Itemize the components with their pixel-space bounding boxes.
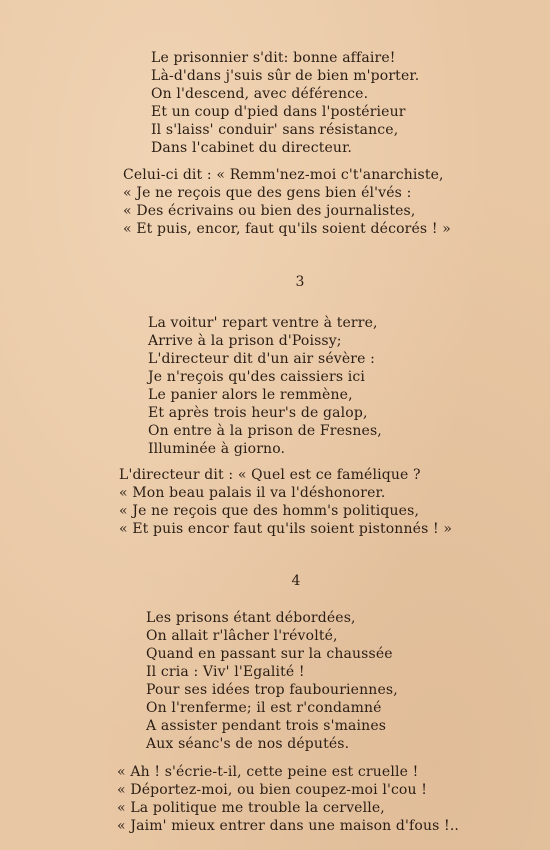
verse-line: Et un coup d'pied dans l'postérieur <box>151 104 406 120</box>
stanza-1 <box>151 49 419 157</box>
verse-line: « Mon beau palais il va l'déshonorer. <box>119 485 386 501</box>
verse-line: Là-d'dans j'suis sûr de bien m'porter. <box>151 68 420 84</box>
verse-line: Il s'laiss' conduir' sans résistance, <box>151 122 399 138</box>
verse-line: L'directeur dit : « Quel est ce famélique ? <box>119 467 421 483</box>
refrain-1 <box>123 166 451 238</box>
verse-line: Arrive à la prison d'Poissy; <box>148 333 342 349</box>
verse-line: « Je ne reçois que des gens bien él'vés : <box>123 185 412 201</box>
verse-line: « Ah ! s'écrie-t-il, cette peine est cruelle ! <box>117 764 419 780</box>
verse-line: On allait r'lâcher l'révolté, <box>146 628 338 644</box>
verse-line: Le prisonnier s'dit: bonne affaire! <box>151 50 396 66</box>
stanza-4 <box>146 609 398 753</box>
verse-line: L'directeur dit d'un air sévère : <box>148 351 376 367</box>
verse-line: Pour ses idées trop faubouriennes, <box>146 682 398 698</box>
verse-line: Je n'reçois qu'des caissiers ici <box>148 369 366 385</box>
verse-line: « Et puis, encor, faut qu'ils soient décorés ! » <box>123 221 451 237</box>
verse-line: « Déportez-moi, ou bien coupez-moi l'cou ! <box>117 782 428 798</box>
verse-line: « Des écrivains ou bien des journalistes, <box>123 203 416 219</box>
verse-line: Les prisons étant débordées, <box>146 610 356 626</box>
verse-line: « La politique me trouble la cervelle, <box>117 800 385 816</box>
stanza-number-4: 4 <box>291 573 301 589</box>
refrain-4 <box>117 763 459 835</box>
verse-line: « Je ne reçois que des homm's politiques, <box>119 503 420 519</box>
stanza-number-3: 3 <box>295 274 305 290</box>
stanza-3 <box>148 314 382 458</box>
verse-line: Celui-ci dit : « Remm'nez-moi c't'anarchiste, <box>123 167 444 183</box>
verse-line: Le panier alors le remmène, <box>148 387 353 403</box>
verse-line: On entre à la prison de Fresnes, <box>148 423 382 439</box>
verse-line: « Jaim' mieux entrer dans une maison d'fous !.. <box>117 818 460 834</box>
verse-line: On l'renferme; il est r'condamné <box>146 700 382 716</box>
verse-line: On l'descend, avec déférence. <box>151 86 369 102</box>
verse-line: Quand en passant sur la chaussée <box>146 646 393 662</box>
verse-line: A assister pendant trois s'maines <box>146 718 387 734</box>
verse-line: Illuminée à giorno. <box>148 441 286 457</box>
verse-line: « Et puis encor faut qu'ils soient pistonnés ! » <box>119 521 453 537</box>
verse-line: Aux séanc's de nos députés. <box>146 736 350 752</box>
verse-line: Dans l'cabinet du directeur. <box>151 140 352 156</box>
verse-line: Il cria : Viv' l'Egalité ! <box>146 664 305 680</box>
refrain-3 <box>119 466 452 538</box>
verse-line: Et après trois heur's de galop, <box>148 405 368 421</box>
verse-line: La voitur' repart ventre à terre, <box>148 315 378 331</box>
